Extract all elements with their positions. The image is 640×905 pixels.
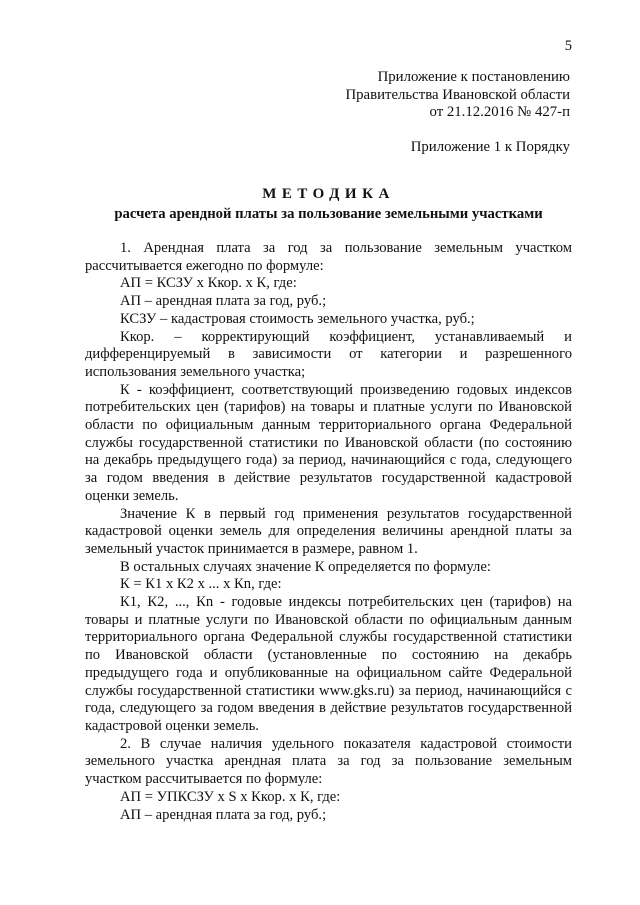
paragraph: 2. В случае наличия удельного показателя кадастровой стоимости земельного участка арендная плата за год за пользование земельным участком рассчитывается по формуле: [85, 735, 572, 788]
page-number: 5 [564, 38, 572, 54]
formula: К = К1 x К2 x ... x Кn, где: [120, 576, 282, 593]
definition: К - коэффициент, соответствующий произведению годовых индексов потребительских цен (тарифов) на товары и платные услуги по Ивановской области по официальным данным территориального органа Федеральной службы государственной статистики по Ивановской области (по состоянию на декабрь предыдущего года) за период, начинающийся с года, следующего за годом введения в действие результатов государственной кадастровой оценки земель. [85, 381, 572, 504]
document-body [85, 240, 572, 824]
appendix-line: от 21.12.2016 № 427-п [429, 104, 570, 120]
definition: АП – арендная плата за год, руб.; [120, 293, 327, 310]
document-title: МЕТОДИКА [262, 186, 395, 202]
appendix-line: Правительства Ивановской области [345, 86, 570, 103]
paragraph: В остальных случаях значение К определяется по формуле: [120, 558, 491, 575]
paragraph: 1. Арендная плата за год за пользование земельным участком рассчитывается ежегодно по формуле: [85, 240, 572, 274]
paragraph: Значение К в первый год применения результатов государственной кадастровой оценки земель для определения величины арендной платы за земельный участок принимается в размере, равном 1. [85, 505, 572, 557]
appendix-order-reference: Приложение 1 к Порядку [410, 139, 570, 155]
document-subtitle: расчета арендной платы за пользование земельными участками [114, 206, 543, 222]
definition: Ккор. – корректирующий коэффициент, устанавливаемый и дифференцируемый в зависимости от категории и разрешенного использования земельного участка; [85, 328, 572, 380]
formula: АП = УПКСЗУ x S x Ккор. x К, где: [120, 788, 341, 805]
definition: КСЗУ – кадастровая стоимость земельного участка, руб.; [120, 310, 475, 327]
definition: АП – арендная плата за год, руб.; [120, 806, 327, 823]
definition: К1, К2, ..., Кn - годовые индексы потребительских цен (тарифов) на товары и платные услуги по Ивановской области по официальным данным территориального органа Федеральной службы государственной статистики по Ивановской области (установленные по состоянию на декабрь предыдущего года и опубликованные на официальном сайте Федеральной службы государственной статистики www.gks.ru) за период, начинающийся с года, следующего за годом введения в действие результатов государственной кадастровой оценки земель. [85, 594, 572, 734]
formula: АП = КСЗУ x Ккор. x К, где: [120, 275, 297, 292]
appendix-line: Приложение к постановлению [377, 69, 570, 85]
appendix-header [345, 69, 570, 122]
